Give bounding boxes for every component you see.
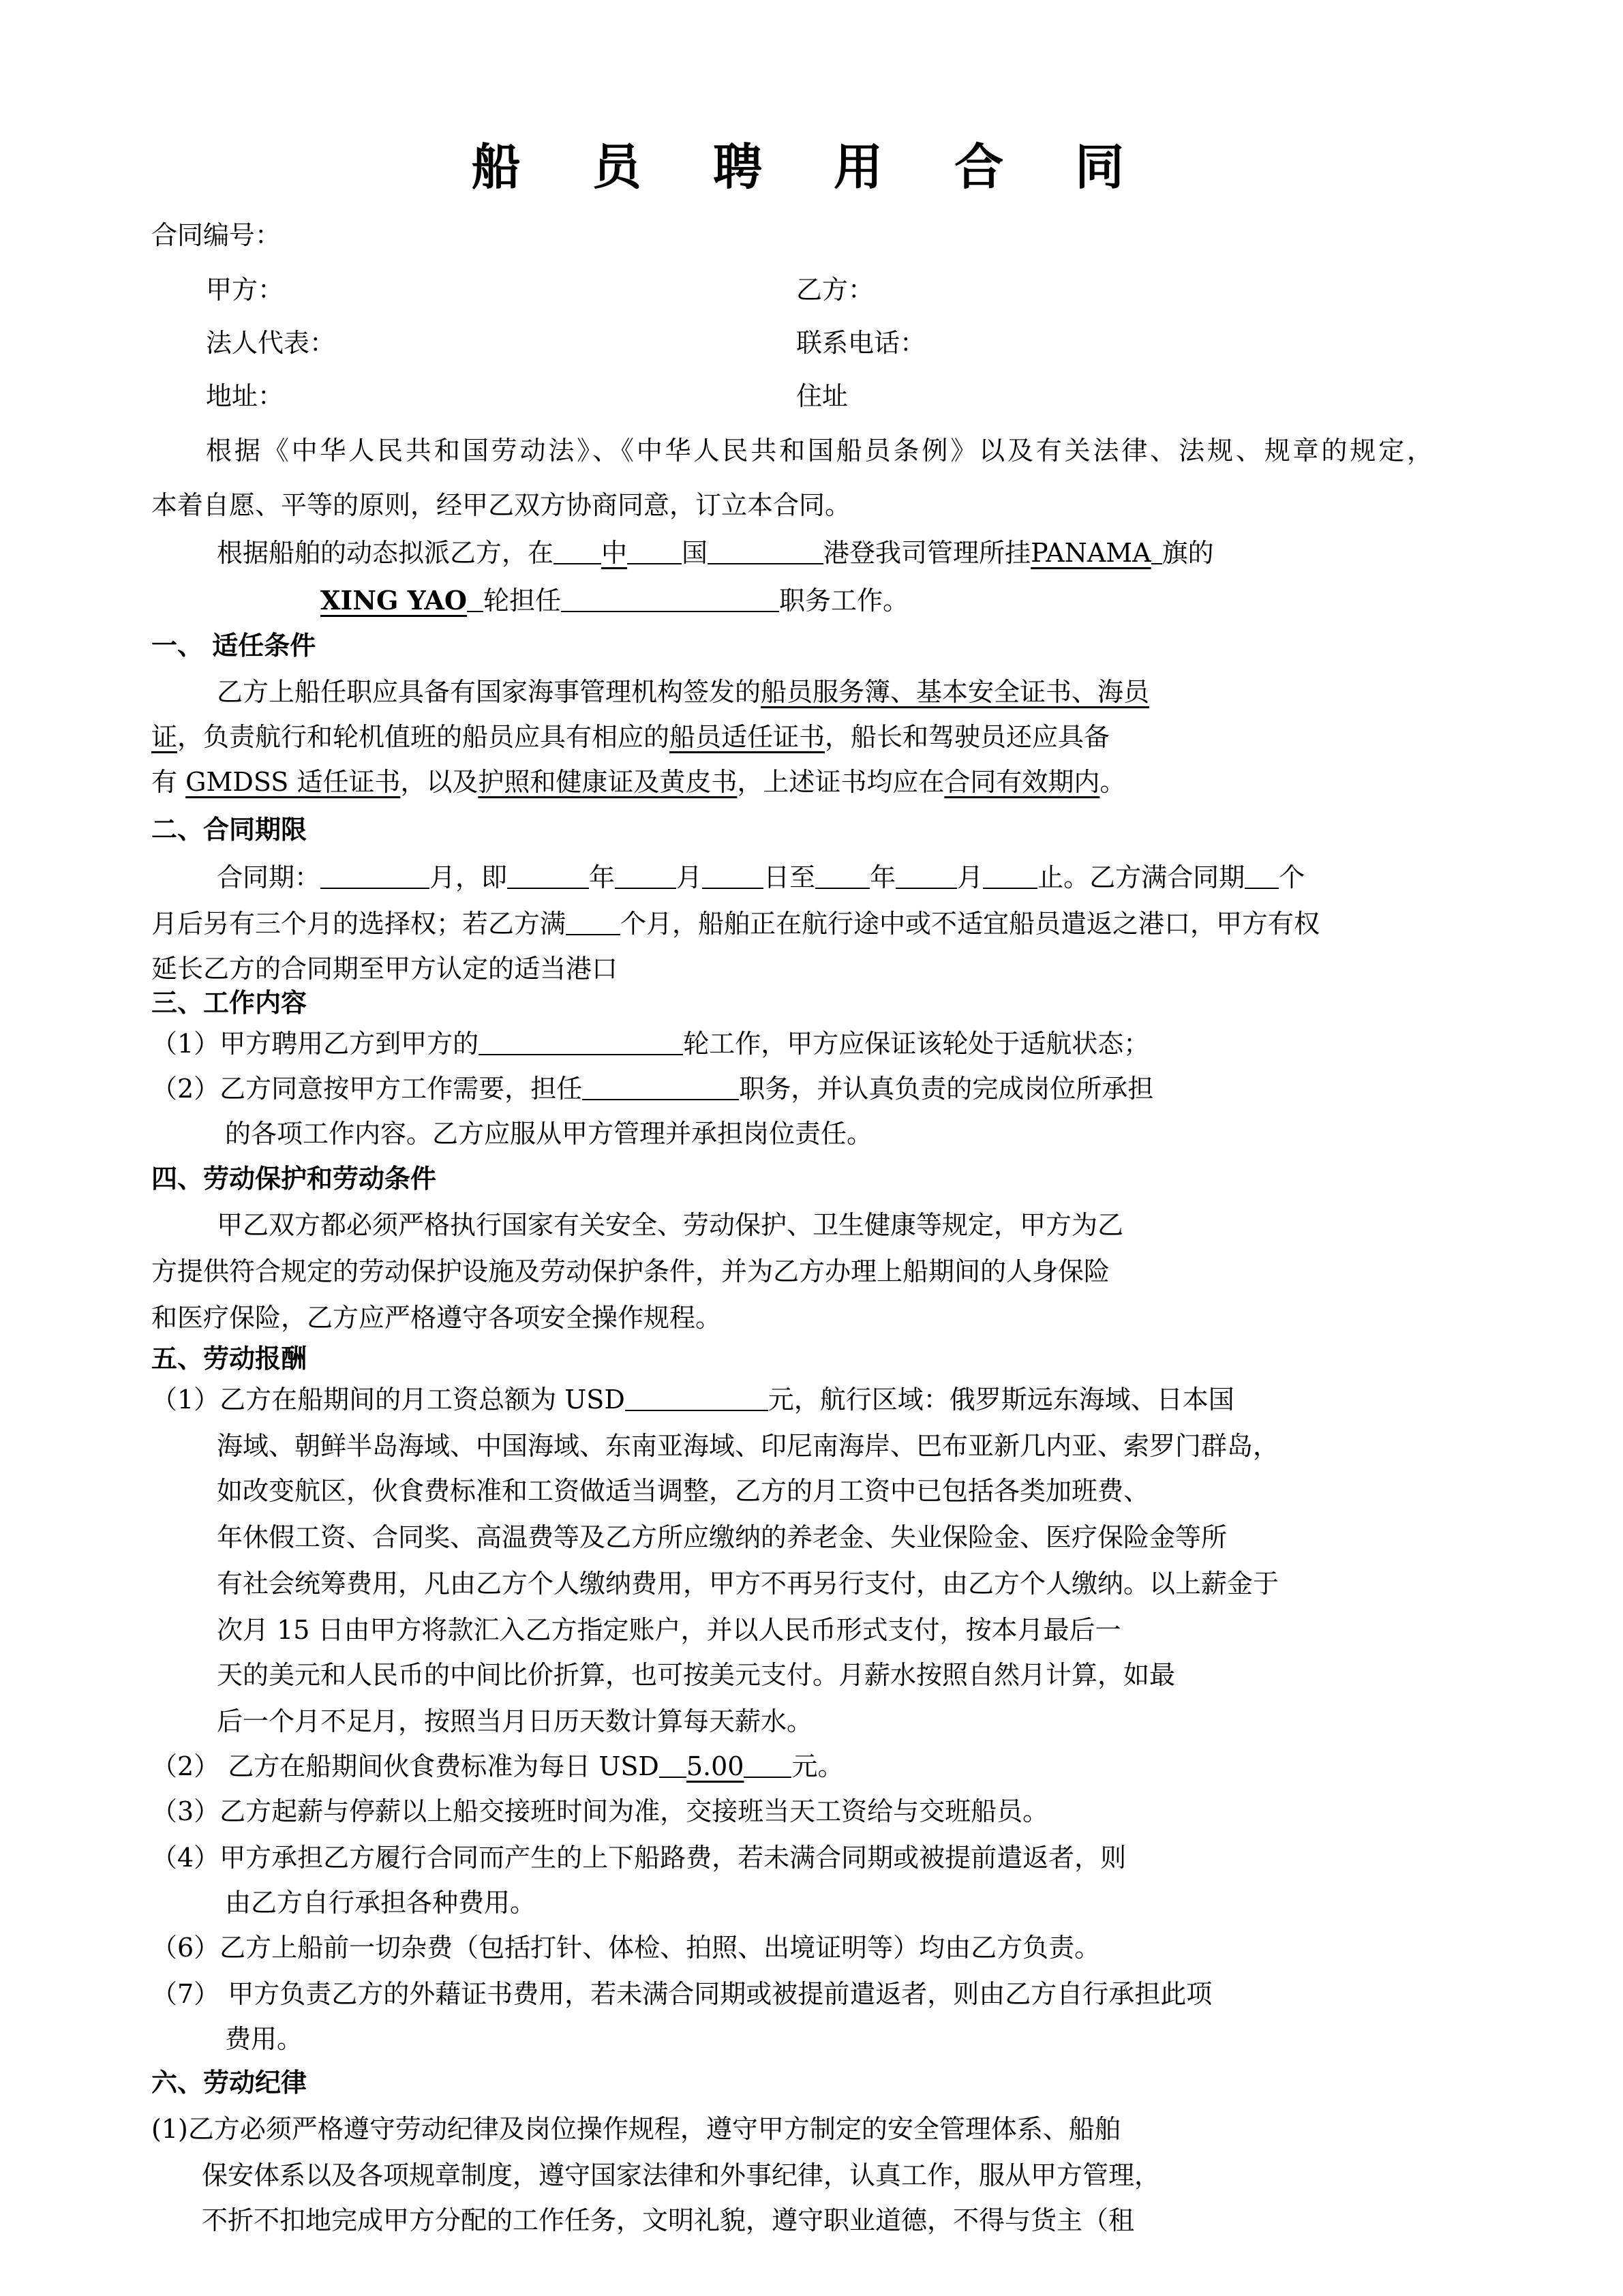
s5-item-6: （6）乙方上船前一切杂费（包括打针、体检、拍照、出境证明等）均由乙方负责。 <box>151 1933 1101 1963</box>
address-b-label: 住址 <box>796 381 849 411</box>
assignment-line-2: XING YAO 轮担任 职务工作。 <box>320 585 909 616</box>
meal-allowance-value: 5.00 <box>686 1751 744 1781</box>
s5-item-1-line-6: 次月 15 日由甲方将款汇入乙方指定账户，并以人民币形式支付，按本月最后一 <box>217 1615 1121 1645</box>
s3-item-2: （2）乙方同意按甲方工作需要，担任 职务，并认真负责的完成岗位所承担 <box>151 1074 1154 1104</box>
s6-item-1-line-1: (1)乙方必须严格遵守劳动纪律及岗位操作规程，遵守甲方制定的安全管理体系、船舶 <box>151 2114 1121 2144</box>
s2-line-1: 合同期： 月，即 年 月 日至 年 月 止。乙方满合同期 个 <box>217 862 1305 892</box>
s3-item-1: （1）甲方聘用乙方到甲方的 轮工作，甲方应保证该轮处于适航状态； <box>151 1029 1150 1059</box>
s5-item-1-line-2: 海域、朝鲜半岛海域、中国海域、东南亚海域、印尼南海岸、巴布亚新几内亚、索罗门群岛， <box>217 1431 1279 1461</box>
s2-line-2: 月后另有三个月的选择权；若乙方满 个月，船舶正在航行途中或不适宜船员遣返之港口，甲方有权 <box>151 909 1320 939</box>
s1-line-3: 有 GMDSS 适任证书，以及护照和健康证及黄皮书，上述证书均应在合同有效期内。 <box>151 767 1126 797</box>
s5-item-1-line-8: 后一个月不足月，按照当月日历天数计算每天薪水。 <box>217 1706 813 1736</box>
section-2-heading: 二、合同期限 <box>151 814 307 845</box>
section-5-heading: 五、劳动报酬 <box>151 1343 307 1374</box>
s3-item-2-cont: 的各项工作内容。乙方应服从甲方管理并承担岗位责任。 <box>225 1119 873 1149</box>
s4-line-2: 方提供符合规定的劳动保护设施及劳动保护条件，并为乙方办理上船期间的人身保险 <box>151 1256 1110 1286</box>
s5-item-3: （3）乙方起薪与停薪以上船交接班时间为准，交接班当天工资给与交班船员。 <box>151 1796 1049 1826</box>
assignment-line-1: 根据船舶的动态拟派乙方，在 中 国 港登我司管理所挂PANAMA 旗的 <box>217 538 1214 568</box>
s2-line-3: 延长乙方的合同期至甲方认定的适当港口 <box>151 954 618 984</box>
s4-line-3: 和医疗保险，乙方应严格遵守各项安全操作规程。 <box>151 1303 722 1333</box>
flag-value: PANAMA <box>1031 538 1151 568</box>
s4-line-1: 甲乙双方都必须严格执行国家有关安全、劳动保护、卫生健康等规定，甲方为乙 <box>217 1210 1124 1240</box>
s6-item-1-line-2: 保安体系以及各项规章制度，遵守国家法律和外事纪律，认真工作，服从甲方管理， <box>202 2160 1161 2190</box>
s5-item-1-line-7: 天的美元和人民币的中间比价折算，也可按美元支付。月薪水按照自然月计算，如最 <box>217 1660 1176 1690</box>
party-a-label: 甲方： <box>206 275 284 305</box>
s5-item-1-line-5: 有社会统筹费用，凡由乙方个人缴纳费用，甲方不再另行支付，由乙方个人缴纳。以上薪金于 <box>217 1569 1279 1599</box>
ship-name: XING YAO <box>320 585 467 616</box>
document-title: 船 员 聘 用 合 同 <box>471 138 1152 196</box>
s1-line-2: 证，负责航行和轮机值班的船员应具有相应的船员适任证书，船长和驾驶员还应具备 <box>151 722 1110 752</box>
s1-line-1: 乙方上船任职应具备有国家海事管理机构签发的船员服务簿、基本安全证书、海员 <box>217 677 1150 707</box>
s5-item-2: （2） 乙方在船期间伙食费标准为每日 USD 5.00 元。 <box>151 1751 844 1781</box>
party-b-label: 乙方： <box>796 275 875 305</box>
section-1-heading: 一、 适任条件 <box>151 630 316 661</box>
intro-line-1: 根据《中华人民共和国劳动法》、《中华人民共和国船员条例》以及有关法律、法规、规章的规定， <box>206 436 1433 466</box>
section-6-heading: 六、劳动纪律 <box>151 2067 307 2098</box>
s5-item-1-line-3: 如改变航区，伙食费标准和工资做适当调整，乙方的月工资中已包括各类加班费、 <box>217 1476 1150 1506</box>
phone-label: 联系电话： <box>796 328 926 358</box>
s5-item-1-line-1: （1）乙方在船期间的月工资总额为 USD 元，航行区域：俄罗斯远东海域、日本国 <box>151 1385 1234 1415</box>
section-4-heading: 四、劳动保护和劳动条件 <box>151 1163 437 1194</box>
s5-item-4-line-2: 由乙方自行承担各种费用。 <box>225 1888 536 1918</box>
contract-number-label: 合同编号： <box>151 220 282 250</box>
s5-item-7-line-1: （7） 甲方负责乙方的外藉证书费用，若未满合同期或被提前遣返者，则由乙方自行承担此项 <box>151 1979 1213 2009</box>
legal-rep-label: 法人代表： <box>206 328 336 358</box>
address-a-label: 地址： <box>206 381 284 411</box>
country-value: 中 <box>601 538 628 568</box>
intro-line-2: 本着自愿、平等的原则，经甲乙双方协商同意，订立本合同。 <box>151 490 851 520</box>
s6-item-1-line-3: 不折不扣地完成甲方分配的工作任务，文明礼貌，遵守职业道德，不得与货主（租 <box>202 2205 1135 2235</box>
section-3-heading: 三、工作内容 <box>151 987 307 1018</box>
s5-item-4-line-1: （4）甲方承担乙方履行合同而产生的上下船路费，若未满合同期或被提前遣返者，则 <box>151 1843 1127 1873</box>
s5-item-1-line-4: 年休假工资、合同奖、高温费等及乙方所应缴纳的养老金、失业保险金、医疗保险金等所 <box>217 1522 1228 1552</box>
s5-item-7-line-2: 费用。 <box>225 2024 303 2054</box>
